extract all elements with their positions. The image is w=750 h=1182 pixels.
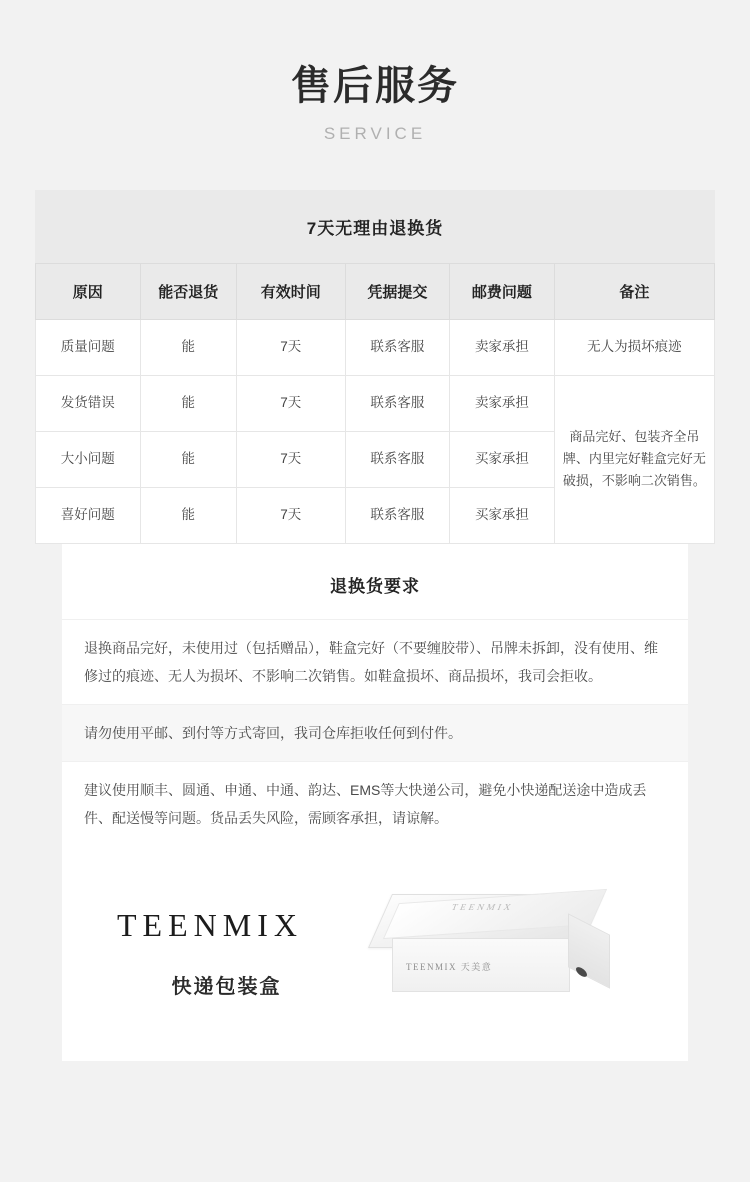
table-row: [36, 320, 715, 376]
table-row: [36, 375, 715, 431]
cell-returnable: 能: [140, 487, 236, 543]
cell-reason: 质量问题: [36, 320, 141, 376]
box-top-logo-text: TEENMIX: [450, 901, 516, 912]
column-header-proof: 凭据提交: [345, 264, 450, 320]
policy-table: [35, 263, 715, 544]
page-title: 售后服务: [291, 64, 459, 108]
cell-shipping-fee: 买家承担: [450, 487, 555, 543]
requirements-title: 退换货要求: [330, 576, 420, 596]
cell-valid-time: 7天: [236, 487, 345, 543]
cell-proof: 联系客服: [345, 487, 450, 543]
cell-remark: 无人为损坏痕迹: [554, 320, 714, 376]
cell-remark-merged: 商品完好、包装齐全吊牌、内里完好鞋盒完好无破损，不影响二次销售。: [554, 375, 714, 543]
policy-table-section: [35, 190, 715, 544]
requirement-item: 退换商品完好，未使用过（包括赠品），鞋盒完好（不要缠胶带）、吊牌未拆卸，没有使用、维修过的痕迹、无人为损坏、不影响二次销售。如鞋盒损坏、商品损坏，我司会拒收。: [62, 619, 688, 704]
requirement-item: 建议使用顺丰、圆通、申通、中通、韵达、EMS等大快递公司，避免小快递配送途中造成丢件、配送慢等问题。货品丢失风险，需顾客承担，请谅解。: [62, 761, 688, 846]
column-header-valid-time: 有效时间: [236, 264, 345, 320]
page-subtitle: SERVICE: [323, 124, 427, 143]
bottom-spacer: [0, 1061, 750, 1129]
cell-reason: 喜好问题: [36, 487, 141, 543]
brand-logo-text: TEENMIX: [117, 907, 303, 944]
box-front-logo-text: TEENMIX 天美意: [406, 961, 493, 972]
brand-image-group: [362, 846, 688, 1061]
return-requirements-section: [62, 544, 688, 846]
policy-table-body: [36, 320, 715, 544]
page-header: [0, 0, 750, 144]
column-header-returnable: 能否退货: [140, 264, 236, 320]
box-side-shape: [568, 913, 610, 988]
cell-shipping-fee: 卖家承担: [450, 375, 555, 431]
cell-returnable: 能: [140, 431, 236, 487]
cell-returnable: 能: [140, 320, 236, 376]
cell-proof: 联系客服: [345, 375, 450, 431]
cell-proof: 联系客服: [345, 431, 450, 487]
column-header-remark: 备注: [554, 264, 714, 320]
policy-table-head: [36, 264, 715, 320]
brand-packaging-section: [62, 846, 688, 1061]
cell-valid-time: 7天: [236, 431, 345, 487]
cell-reason: 大小问题: [36, 431, 141, 487]
requirement-item: 请勿使用平邮、到付等方式寄回，我司仓库拒收任何到付件。: [62, 704, 688, 761]
cell-proof: 联系客服: [345, 320, 450, 376]
cell-shipping-fee: 卖家承担: [450, 320, 555, 376]
cell-reason: 发货错误: [36, 375, 141, 431]
table-header-row: [36, 264, 715, 320]
cell-shipping-fee: 买家承担: [450, 431, 555, 487]
cell-valid-time: 7天: [236, 375, 345, 431]
brand-caption: 快递包装盒: [171, 976, 282, 999]
column-header-shipping-fee: 邮费问题: [450, 264, 555, 320]
brand-text-group: [62, 907, 362, 999]
shoe-box-illustration: [380, 894, 610, 1009]
cell-returnable: 能: [140, 375, 236, 431]
policy-table-banner: 7天无理由退换货: [35, 190, 715, 263]
column-header-reason: 原因: [36, 264, 141, 320]
cell-valid-time: 7天: [236, 320, 345, 376]
